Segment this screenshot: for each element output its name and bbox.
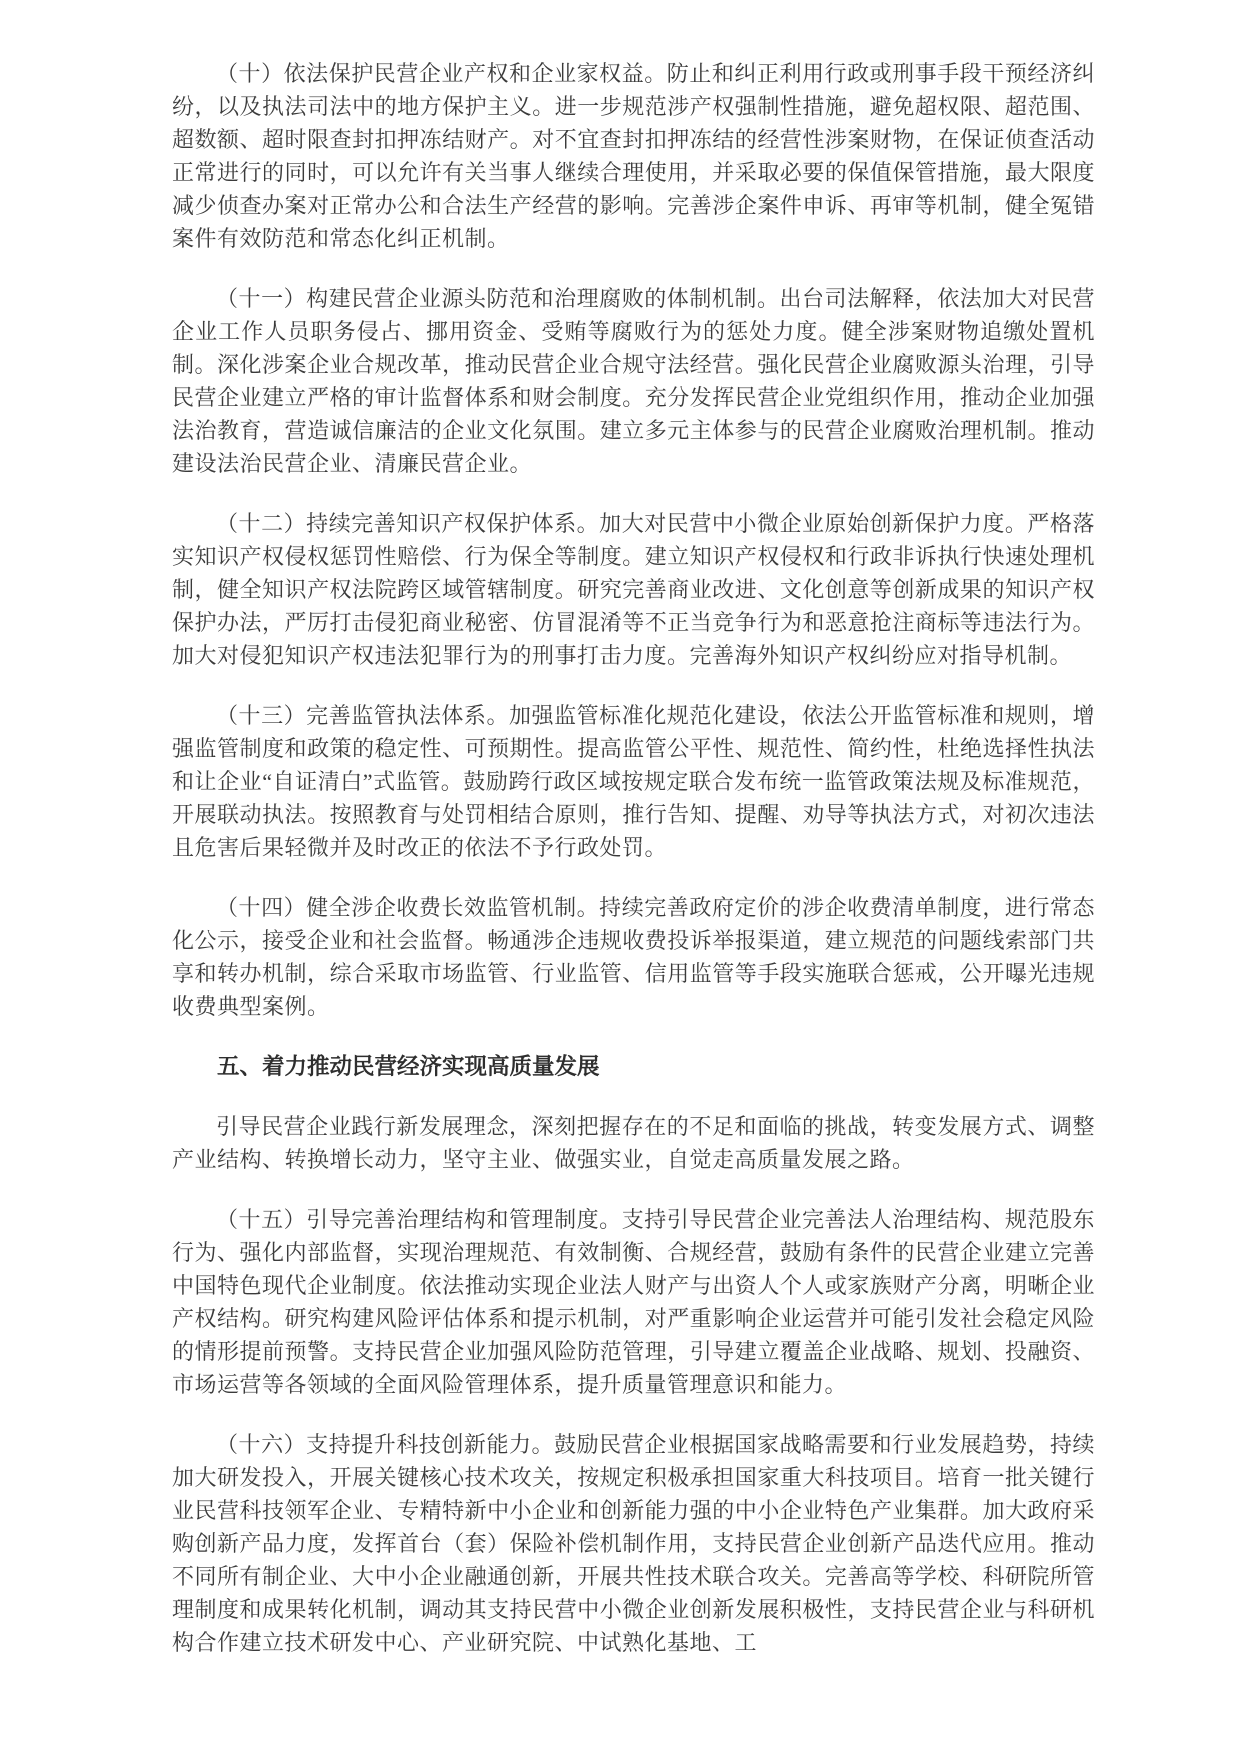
section-heading: 五、着力推动民营经济实现高质量发展 <box>217 1054 600 1079</box>
paragraph: （十二）持续完善知识产权保护体系。加大对民营中小微企业原始创新保护力度。严格落实知识产权侵权惩罚性赔偿、行为保全等制度。建立知识产权侵权和行政非诉执行快速处理机制，健全知识产权法院跨区域管辖制度。研究完善商业改进、文化创意等创新成果的知识产权保护办法，严厉打击侵犯商业秘密、仿冒混淆等不正当竞争行为和恶意抢注商标等违法行为。加大对侵犯知识产权违法犯罪行为的刑事打击力度。完善海外知识产权纠纷应对指导机制。 <box>172 511 1095 668</box>
paragraph: （十三）完善监管执法体系。加强监管标准化规范化建设，依法公开监管标准和规则，增强监管制度和政策的稳定性、可预期性。提高监管公平性、规范性、简约性，杜绝选择性执法和让企业“自证清白”式监管。鼓励跨行政区域按规定联合发布统一监管政策法规及标准规范，开展联动执法。按照教育与处罚相结合原则，推行告知、提醒、劝导等执法方式，对初次违法且危害后果轻微并及时改正的依法不予行政处罚。 <box>172 703 1095 860</box>
document-body <box>172 57 1095 1659</box>
paragraph: （十）依法保护民营企业产权和企业家权益。防止和纠正利用行政或刑事手段干预经济纠纷，以及执法司法中的地方保护主义。进一步规范涉产权强制性措施，避免超权限、超范围、超数额、超时限查封扣押冻结财产。对不宜查封扣押冻结的经营性涉案财物，在保证侦查活动正常进行的同时，可以允许有关当事人继续合理使用，并采取必要的保值保管措施，最大限度减少侦查办案对正常办公和合法生产经营的影响。完善涉企案件申诉、再审等机制，健全冤错案件有效防范和常态化纠正机制。 <box>172 61 1095 251</box>
paragraph: 引导民营企业践行新发展理念，深刻把握存在的不足和面临的挑战，转变发展方式、调整产业结构、转换增长动力，坚守主业、做强实业，自觉走高质量发展之路。 <box>172 1114 1095 1172</box>
paragraph: （十五）引导完善治理结构和管理制度。支持引导民营企业完善法人治理结构、规范股东行为、强化内部监督，实现治理规范、有效制衡、合规经营，鼓励有条件的民营企业建立完善中国特色现代企业制度。依法推动实现企业法人财产与出资人个人或家族财产分离，明晰企业产权结构。研究构建风险评估体系和提示机制，对严重影响企业运营并可能引发社会稳定风险的情形提前预警。支持民营企业加强风险防范管理，引导建立覆盖企业战略、规划、投融资、市场运营等各领域的全面风险管理体系，提升质量管理意识和能力。 <box>172 1207 1095 1397</box>
paragraph: （十六）支持提升科技创新能力。鼓励民营企业根据国家战略需要和行业发展趋势，持续加大研发投入，开展关键核心技术攻关，按规定积极承担国家重大科技项目。培育一批关键行业民营科技领军企业、专精特新中小企业和创新能力强的中小企业特色产业集群。加大政府采购创新产品力度，发挥首台（套）保险补偿机制作用，支持民营企业创新产品迭代应用。推动不同所有制企业、大中小企业融通创新，开展共性技术联合攻关。完善高等学校、科研院所管理制度和成果转化机制，调动其支持民营中小微企业创新发展积极性，支持民营企业与科研机构合作建立技术研发中心、产业研究院、中试熟化基地、工 <box>172 1432 1095 1655</box>
paragraph: （十一）构建民营企业源头防范和治理腐败的体制机制。出台司法解释，依法加大对民营企业工作人员职务侵占、挪用资金、受贿等腐败行为的惩处力度。健全涉案财物追缴处置机制。深化涉案企业合规改革，推动民营企业合规守法经营。强化民营企业腐败源头治理，引导民营企业建立严格的审计监督体系和财会制度。充分发挥民营企业党组织作用，推动企业加强法治教育，营造诚信廉洁的企业文化氛围。建立多元主体参与的民营企业腐败治理机制。推动建设法治民营企业、清廉民营企业。 <box>172 286 1095 476</box>
paragraph: （十四）健全涉企收费长效监管机制。持续完善政府定价的涉企收费清单制度，进行常态化公示，接受企业和社会监督。畅通涉企违规收费投诉举报渠道，建立规范的问题线索部门共享和转办机制，综合采取市场监管、行业监管、信用监管等手段实施联合惩戒，公开曝光违规收费典型案例。 <box>172 895 1095 1019</box>
